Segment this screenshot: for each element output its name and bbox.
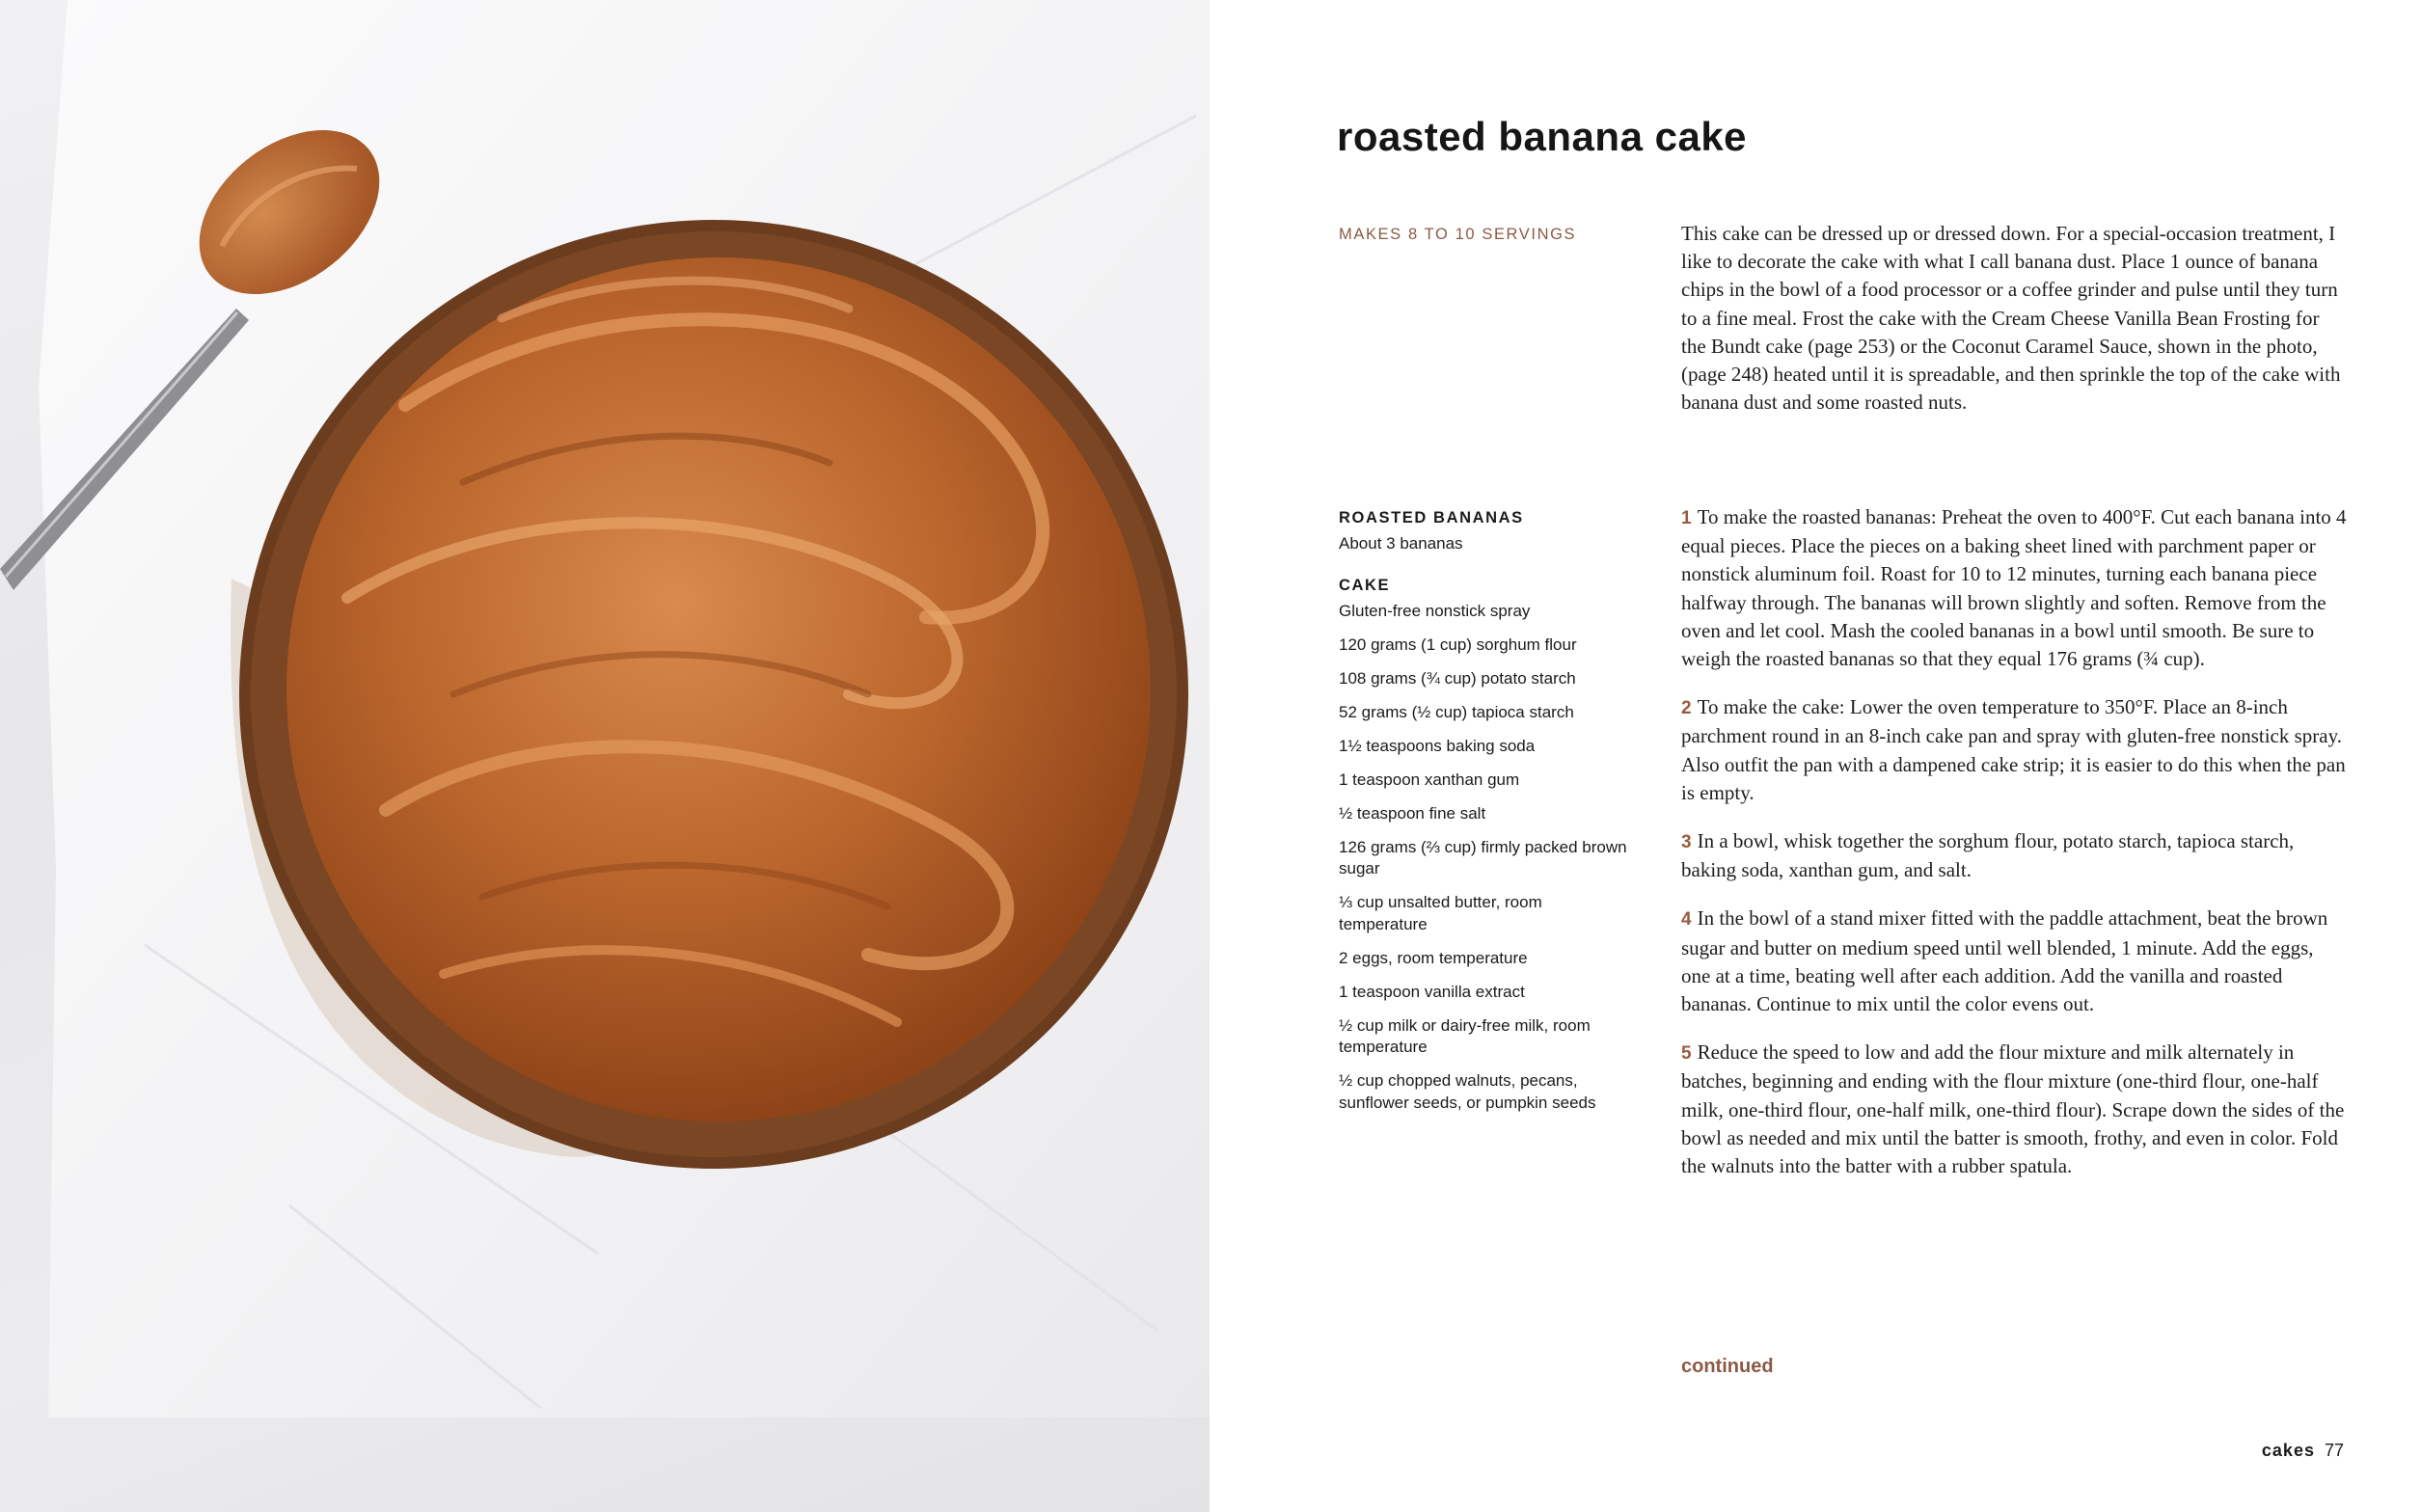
step-text: To make the roasted bananas: Preheat the oven to 400°F. Cut each banana into 4 equal pieces. Place the pieces on a baking sheet lined with parchment paper or nonstick aluminum foil. Roast for 10 to 12 minutes, turning each banana piece halfway through. The bananas will brown slightly and soften. Remove from the oven and let cool. Mash the cooled bananas in a bowl until smooth. Be sure to weigh the roasted bananas so that they equal 176 grams (¾ cup). — [1681, 505, 2347, 671]
ingredient-item: About 3 bananas — [1339, 534, 1463, 553]
recipe-intro: This cake can be dressed up or dressed down. For a special-occasion treatment, I like to decorate the cake with what I call banana dust. Place 1 ounce of banana chips in the bowl of a food processor or a coffee grinder and pulse until they turn to a fine meal. Frost the cake with the Cream Cheese Vanilla Bean Frosting for the Bundt cake (page 253) or the Coconut Caramel Sauce, shown in the photo, (page 248) heated until it is spreadable, and then sprinkle the top of the cake with banana dust and some roasted nuts. — [1681, 222, 2341, 415]
step-4 — [1681, 904, 2347, 1018]
step-5 — [1681, 1039, 2347, 1180]
page-footer — [2262, 1441, 2344, 1461]
ingredient-item: 1 teaspoon xanthan gum — [1339, 770, 1520, 789]
ingredient-item: ½ cup chopped walnuts, pecans, sunflower seeds, or pumpkin seeds — [1339, 1071, 1596, 1112]
recipe-title: roasted banana cake — [1337, 114, 1748, 159]
step-number: 2 — [1681, 698, 1692, 719]
step-number: 4 — [1681, 909, 1692, 931]
caramel-frosting — [286, 257, 1151, 1121]
ingredient-item: Gluten-free nonstick spray — [1339, 601, 1531, 620]
step-3 — [1681, 827, 2347, 884]
method-steps — [1681, 503, 2347, 1201]
step-text: To make the cake: Lower the oven temperature to 350°F. Place an 8-inch parchment round in an 8-inch cake pan and spray with gluten-free nonstick spray. Also outfit the pan with a dampened cake strip; it is easier to do this when the pan is empty. — [1681, 695, 2346, 804]
step-text: In the bowl of a stand mixer fitted with the paddle attachment, beat the brown sugar and butter on medium speed until well blended, 1 minute. Add the eggs, one at a time, beating well after each addition. Add the vanilla and roasted bananas. Continue to mix until the color evens out. — [1681, 906, 2328, 1016]
ingredient-item: 2 eggs, room temperature — [1339, 948, 1528, 967]
servings-label: MAKES 8 TO 10 SERVINGS — [1339, 226, 1577, 243]
step-text: Reduce the speed to low and add the flour mixture and milk alternately in batches, beginning and ending with the flour mixture (one-third flour, one-half milk, one-third flour, one-half milk, one-third flour). Scrape down the sides of the bowl as needed and mix until the batter is smooth, frothy, and even in color. Fold the walnuts into the batter with a rubber spatula. — [1681, 1040, 2345, 1178]
roasted-bananas-items — [1339, 533, 1628, 555]
ingredient-item: 120 grams (1 cup) sorghum flour — [1339, 634, 1577, 654]
ingredient-heading-roasted-bananas: ROASTED BANANAS — [1339, 509, 1524, 526]
step-number: 1 — [1681, 508, 1692, 528]
step-2 — [1681, 693, 2347, 807]
ingredient-item: 126 grams (⅔ cup) firmly packed brown sugar — [1339, 837, 1627, 878]
ingredient-heading-cake: CAKE — [1339, 576, 1391, 594]
step-number: 5 — [1681, 1043, 1692, 1065]
cake-items — [1339, 601, 1628, 1115]
step-text: In a bowl, whisk together the sorghum flour, potato starch, tapioca starch, baking soda, xanthan gum, and salt. — [1681, 829, 2295, 882]
ingredient-item: 1 teaspoon vanilla extract — [1339, 982, 1525, 1001]
step-number: 3 — [1681, 832, 1692, 853]
ingredient-item: 108 grams (¾ cup) potato starch — [1339, 668, 1576, 688]
ingredient-item: ½ teaspoon fine salt — [1339, 803, 1486, 823]
page-number: 77 — [2324, 1441, 2344, 1460]
ingredient-item: 52 grams (½ cup) tapioca starch — [1339, 702, 1574, 721]
ingredients-list — [1339, 509, 1628, 1126]
ingredient-item: 1½ teaspoons baking soda — [1339, 736, 1536, 755]
cake-photo — [0, 0, 1210, 1512]
ingredient-item: ⅓ cup unsalted butter, room temperature — [1339, 893, 1542, 933]
step-1 — [1681, 503, 2347, 673]
ingredient-item: ½ cup milk or dairy-free milk, room temperature — [1339, 1015, 1591, 1056]
section-name: cakes — [2261, 1441, 2315, 1460]
continued-label: continued — [1681, 1356, 1774, 1377]
cake-photo-illustration — [0, 0, 1210, 1512]
